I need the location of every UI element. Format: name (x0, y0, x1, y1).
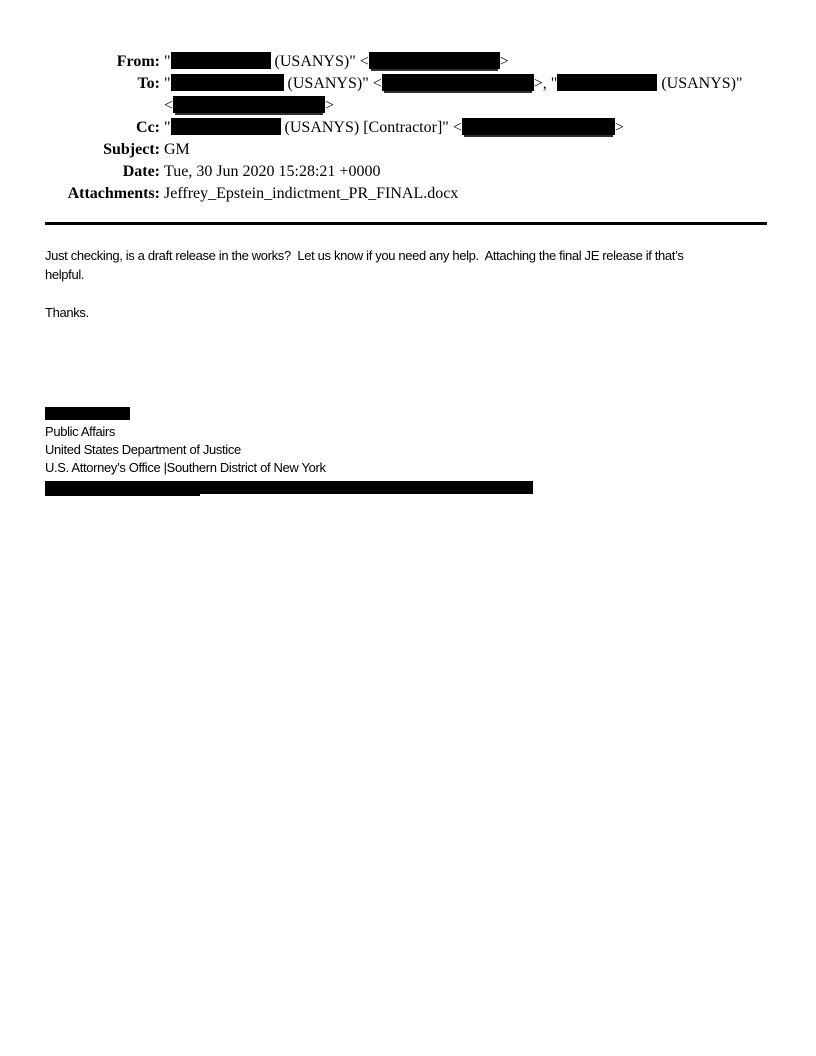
body-paragraph (45, 246, 796, 284)
header-label-subject: Subject: (103, 141, 160, 158)
header-label-to: To: (137, 75, 160, 92)
header-row-from (45, 51, 796, 73)
header-value-line (164, 161, 380, 183)
signature-redaction-segment-left (45, 481, 200, 496)
header-value-date (160, 161, 380, 183)
body-paragraph (45, 303, 796, 322)
redaction-bar (171, 74, 284, 91)
header-value-line (164, 51, 509, 73)
header-value-cc (160, 117, 624, 139)
redaction-bar-email (382, 74, 534, 91)
header-row-cc (45, 117, 796, 139)
header-to-text-segment: (USANYS)" (657, 75, 743, 92)
header-cc-text-segment: > (614, 119, 624, 136)
body-line: helpful. (45, 267, 85, 282)
header-to-text-segment: (USANYS)" < (283, 75, 382, 92)
header-value-line (164, 183, 458, 205)
redaction-bar-email (369, 52, 500, 69)
header-label-cc: Cc: (136, 119, 160, 136)
header-label-attachments: Attachments: (67, 185, 160, 202)
redaction-bar-email (173, 96, 325, 113)
header-to-text-segment: " (164, 75, 171, 92)
header-to-text-segment: >, " (533, 75, 558, 92)
signature-line: Public Affairs (45, 424, 116, 439)
header-row-to (45, 73, 796, 117)
header-label-from: From: (116, 53, 160, 70)
redaction-bar (171, 118, 281, 135)
header-to-text-segment: > (325, 97, 335, 114)
signature-line: U.S. Attorney’s Office |Southern District of New York (45, 460, 326, 475)
header-from-text-segment: " (164, 53, 171, 70)
header-label-date: Date: (122, 163, 160, 180)
header-from-text-segment: (USANYS)" < (270, 53, 369, 70)
header-cc-text-segment: (USANYS) [Contractor]" < (280, 119, 462, 136)
header-row-attachments (45, 183, 796, 205)
body-line: Thanks. (45, 305, 89, 320)
header-value-from (160, 51, 509, 73)
body-line: Just checking, is a draft release in the works? Let us know if you need any help. Attaching the final JE release if that’s (45, 248, 684, 263)
redaction-bar (557, 74, 657, 91)
header-to-text-segment: < (164, 97, 174, 114)
header-value-attachments (160, 183, 458, 205)
header-value-line (164, 95, 743, 117)
email-body (45, 246, 796, 322)
signature-redaction-bar-long (45, 481, 796, 496)
header-date-text-segment: Tue, 30 Jun 2020 15:28:21 +0000 (164, 163, 381, 180)
header-value-to (160, 73, 743, 117)
redaction-bar-email (462, 118, 615, 135)
header-cc-text-segment: " (164, 119, 171, 136)
header-value-line (164, 117, 624, 139)
header-row-date (45, 161, 796, 183)
signature-redaction-bar (45, 407, 130, 420)
header-from-text-segment: > (499, 53, 509, 70)
header-value-line (164, 73, 743, 95)
signature-line: United States Department of Justice (45, 442, 241, 457)
email-header (45, 51, 796, 205)
header-attachments-text-segment: Jeffrey_Epstein_indictment_PR_FINAL.docx (164, 185, 459, 202)
page-content (0, 0, 816, 496)
header-subject-text-segment: GM (164, 141, 190, 158)
signature-block (45, 407, 796, 496)
redaction-bar (171, 52, 271, 69)
header-value-subject (160, 139, 190, 161)
signature-redaction-segment-right (200, 481, 533, 494)
header-value-line (164, 139, 190, 161)
header-divider-rule (45, 222, 767, 225)
header-row-subject (45, 139, 796, 161)
